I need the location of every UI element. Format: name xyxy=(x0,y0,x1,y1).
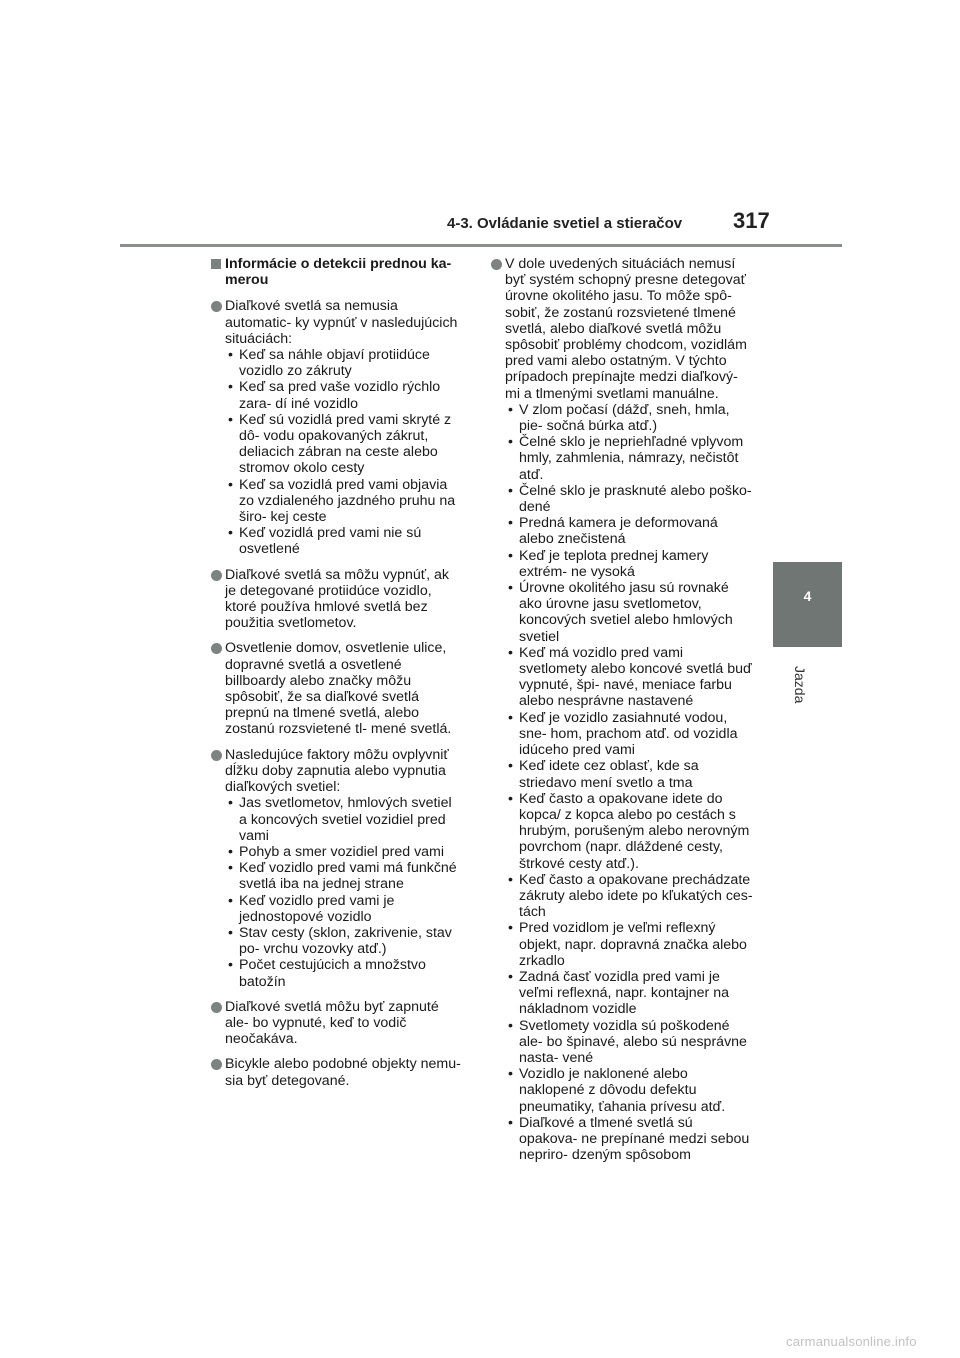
list-item: • Keď vozidlo pred vami je jednostopové vozidlo xyxy=(225,893,461,925)
list-item: • Keď často a opakovane prechádzate zákruty alebo idete po kľukatých ces- tách xyxy=(505,872,753,921)
list-item: • Úrovne okolitého jasu sú rovnaké ako úrovne jasu svetlometov, koncových svetiel alebo hmlových svetiel xyxy=(505,580,753,645)
list-item: • Keď vozidlá pred vami nie sú osvetlené xyxy=(225,525,461,557)
list-item: • Keď je teplota prednej kamery extrém- ne vysoká xyxy=(505,548,753,580)
square-bullet-icon xyxy=(211,259,221,269)
header-divider xyxy=(120,244,842,247)
circle-bullet-icon xyxy=(211,301,222,312)
list-item: • Keď sú vozidlá pred vami skryté z dô- vodu opakovaných zákrut, deliacich zábran na ceste alebo stromov okolo cesty xyxy=(225,412,461,477)
paragraph xyxy=(491,256,753,1163)
list-item: • Stav cesty (sklon, zakrivenie, stav po- vrchu vozovky atď.) xyxy=(225,925,461,957)
list-item: • Pohyb a smer vozidiel pred vami xyxy=(225,844,461,860)
list-item: • Keď sa pred vaše vozidlo rýchlo zara- dí iné vozidlo xyxy=(225,379,461,411)
paragraph-text: Diaľkové svetlá sa môžu vypnúť, ak je detegované protiidúce vozidlo, ktoré používa hmlové svetlá bez použitia svetlometov. xyxy=(225,566,449,632)
list-item: • Keď často a opakovane idete do kopca/ z kopca alebo po cestách s hrubým, porušeným alebo nerovným povrchom (napr. dláždené cesty, štrkové cesty atď.). xyxy=(505,791,753,872)
list-item: • Keď sa vozidlá pred vami objavia zo vzdialeného jazdného pruhu na širo- kej ceste xyxy=(225,477,461,526)
circle-bullet-icon xyxy=(211,750,222,761)
paragraph xyxy=(211,747,461,990)
bullet-list xyxy=(225,347,461,558)
right-paragraphs xyxy=(491,256,753,1163)
paragraph-text: V dole uvedených situáciách nemusí byť systém schopný presne detegovať úrovne okolitého jasu. To môže spô- sobiť, že zostanú rozsvietené tlmené svetlá, alebo diaľkové svetlá môžu spôsobiť problémy chodcom, vozidlám pred vami alebo ostatným. V týchto prípadoch prepínajte medzi diaľkový- mi a tlmenými svetlami manuálne. xyxy=(505,256,747,402)
list-item: • Čelné sklo je prasknuté alebo poško- dené xyxy=(505,483,753,515)
bullet-list xyxy=(225,795,461,989)
paragraph xyxy=(211,567,461,632)
chapter-label: Jazda xyxy=(792,666,808,704)
paragraph xyxy=(211,999,461,1048)
circle-bullet-icon xyxy=(491,259,502,270)
list-item: • Keď idete cez oblasť, kde sa striedavo mení svetlo a tma xyxy=(505,758,753,790)
paragraph xyxy=(211,298,461,557)
list-item: • Svetlomety vozidla sú poškodené ale- bo špinavé, alebo sú nesprávne nasta- vené xyxy=(505,1018,753,1067)
bullet-list xyxy=(505,402,753,1164)
heading-text: Informácie o detekcii prednou ka- merou xyxy=(225,256,452,289)
circle-bullet-icon xyxy=(211,570,222,581)
paragraph-text: Bicykle alebo podobné objekty nemu- sia byť detegované. xyxy=(225,1056,461,1089)
list-item: • Keď vozidlo pred vami má funkčné svetlá iba na jednej strane xyxy=(225,860,461,892)
paragraph xyxy=(211,1056,461,1088)
paragraph-text: Diaľkové svetlá môžu byť zapnuté ale- bo vypnuté, keď to vodič neočakáva. xyxy=(225,998,439,1048)
list-item: • Diaľkové a tlmené svetlá sú opakova- ne prepínané medzi sebou nepriro- dzeným spôsobom xyxy=(505,1115,753,1164)
list-item: • Počet cestujúcich a množstvo batožín xyxy=(225,957,461,989)
list-item: • Keď je vozidlo zasiahnuté vodou, sne- hom, prachom atď. od vozidla idúceho pred vami xyxy=(505,710,753,759)
list-item: • Keď sa náhle objaví protiidúce vozidlo zo zákruty xyxy=(225,347,461,379)
section-title: 4-3. Ovládanie svetiel a stieračov xyxy=(447,215,683,232)
circle-bullet-icon xyxy=(211,1002,222,1013)
list-item: • Pred vozidlom je veľmi reflexný objekt, napr. dopravná značka alebo zrkadlo xyxy=(505,920,753,969)
page-number: 317 xyxy=(733,208,770,233)
paragraph-text: Diaľkové svetlá sa nemusia automatic- ky vypnúť v nasledujúcich situáciách: xyxy=(225,298,458,347)
paragraph xyxy=(211,640,461,737)
list-item: • Keď má vozidlo pred vami svetlomety alebo koncové svetlá buď vypnuté, špi- navé, meniace farbu alebo nesprávne nastavené xyxy=(505,645,753,710)
list-item: • Vozidlo je naklonené alebo naklopené z dôvodu defektu pneumatiky, ťahania prívesu atď. xyxy=(505,1066,753,1115)
left-column xyxy=(211,256,461,1098)
list-item: • Predná kamera je deformovaná alebo znečistená xyxy=(505,515,753,547)
chapter-number: 4 xyxy=(803,588,812,604)
section-heading xyxy=(211,256,461,288)
list-item: • Jas svetlometov, hmlových svetiel a koncových svetiel vozidiel pred vami xyxy=(225,795,461,844)
left-paragraphs xyxy=(211,298,461,1088)
chapter-tab xyxy=(773,562,842,647)
paragraph-text: Osvetlenie domov, osvetlenie ulice, dopravné svetlá a osvetlené billboardy alebo značky môžu spôsobiť, že sa diaľkové svetlá prepnú na tlmené svetlá, alebo zostanú rozsvietené tl- mené svetlá. xyxy=(225,640,452,738)
list-item: • Zadná časť vozidla pred vami je veľmi reflexná, napr. kontajner na nákladnom vozidle xyxy=(505,969,753,1018)
right-column xyxy=(491,256,753,1172)
paragraph-text: Nasledujúce faktory môžu ovplyvniť dĺžku doby zapnutia alebo vypnutia diaľkových svetiel: xyxy=(225,746,449,796)
list-item: • Čelné sklo je nepriehľadné vplyvom hmly, zahmlenia, námrazy, nečistôt atď. xyxy=(505,434,753,483)
circle-bullet-icon xyxy=(211,643,222,654)
circle-bullet-icon xyxy=(211,1059,222,1070)
list-item: • V zlom počasí (dážď, sneh, hmla, pie- sočná búrka atď.) xyxy=(505,402,753,434)
watermark: carmanualsonline.info xyxy=(786,1334,917,1349)
